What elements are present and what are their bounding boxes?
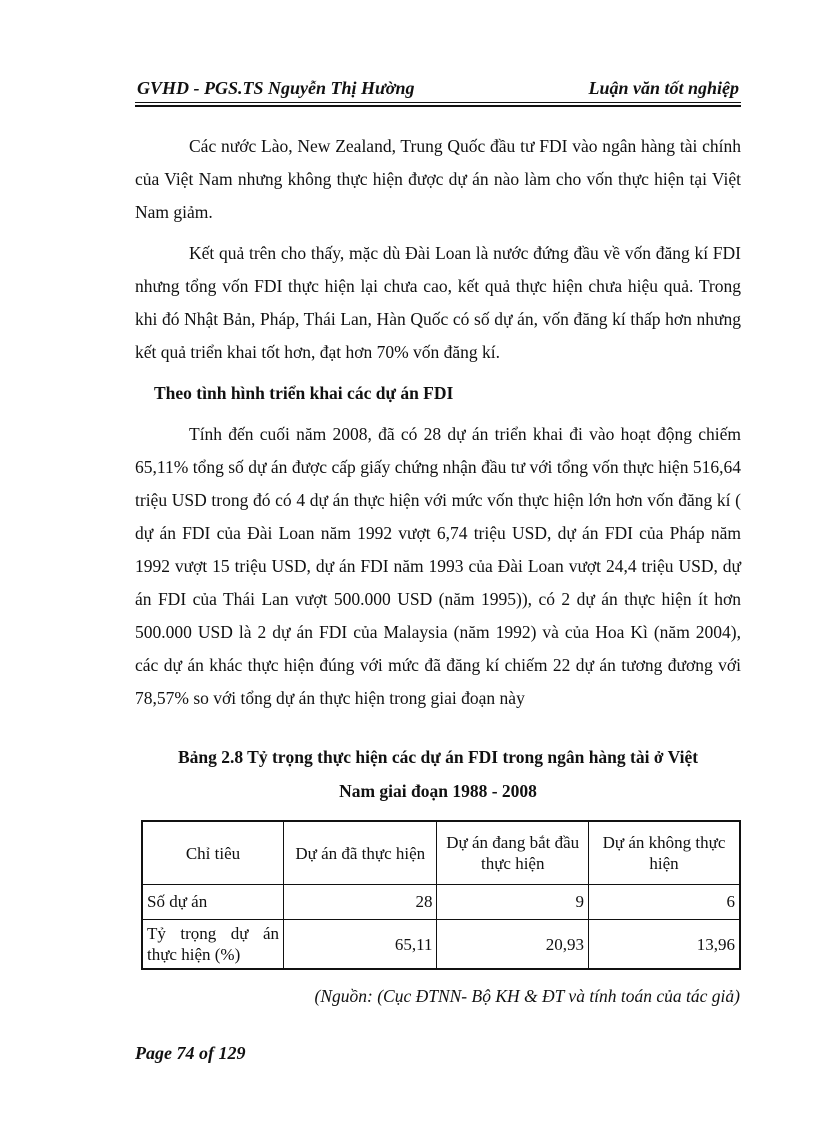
table-header-cell: Dự án đang bắt đầu thực hiện — [437, 821, 588, 885]
paragraph: Kết quả trên cho thấy, mặc dù Đài Loan là nước đứng đầu về vốn đăng kí FDI nhưng tổng vốn FDI thực hiện lại chưa cao, kết quả thực hiện chưa hiệu quả. Trong khi đó Nhật Bản, Pháp, Thái Lan, Hàn Quốc có số dự án, vốn đăng kí thấp hơn nhưng kết quả triển khai tốt hơn, đạt hơn 70% vốn đăng kí. — [135, 243, 741, 362]
data-table — [141, 820, 741, 970]
header-advisor: GVHD - PGS.TS Nguyễn Thị Hường — [137, 78, 415, 98]
table-source-note: (Nguồn: (Cục ĐTNN- Bộ KH & ĐT và tính toán của tác giả) — [314, 986, 740, 1006]
table-caption-line: Bảng 2.8 Tỷ trọng thực hiện các dự án FDI trong ngân hàng tài ở Việt — [177, 747, 699, 767]
header-doc-type: Luận văn tốt nghiệp — [588, 78, 739, 98]
table-header-cell: Dự án đã thực hiện — [284, 821, 437, 885]
paragraph: Tính đến cuối năm 2008, đã có 28 dự án triển khai đi vào hoạt động chiếm 65,11% tổng số dự án được cấp giấy chứng nhận đầu tư với tổng vốn thực hiện 516,64 triệu USD trong đó có 4 dự án thực hiện với mức vốn thực hiện lớn hơn vốn đăng kí ( dự án FDI của Đài Loan năm 1992 vượt 6,74 triệu USD, dự án FDI của Pháp năm 1992 vượt 15 triệu USD, dự án FDI năm 1993 của Đài Loan vượt 24,4 triệu USD, dự án FDI của Thái Lan vượt 500.000 USD (năm 1995)), có 2 dự án thực hiện ít hơn 500.000 USD là 2 dự án FDI của Malaysia (năm 1992) và của Hoa Kì (năm 2004), các dự án khác thực hiện đúng với mức đã đăng kí chiếm 22 dự án tương đương với 78,57% so với tổng dự án thực hiện trong giai đoạn này — [135, 424, 741, 708]
table-cell: 13,96 — [588, 920, 740, 970]
table-header-cell: Dự án không thực hiện — [588, 821, 740, 885]
paragraph: Các nước Lào, New Zealand, Trung Quốc đầu tư FDI vào ngân hàng tài chính của Việt Nam nhưng không thực hiện được dự án nào làm cho vốn thực hiện tại Việt Nam giảm. — [135, 136, 741, 222]
table-cell-label: Tỷ trọng dự án thực hiện (%) — [142, 920, 284, 970]
table-cell: 28 — [284, 885, 437, 920]
table-caption-line: Nam giai đoạn 1988 - 2008 — [339, 781, 537, 801]
table-header-row — [142, 821, 740, 885]
page-header — [135, 78, 741, 102]
header-rule-thick — [135, 105, 741, 107]
document-body — [135, 130, 741, 723]
page-footer: Page 74 of 129 — [135, 1043, 246, 1063]
table-cell: 20,93 — [437, 920, 588, 970]
table-cell: 6 — [588, 885, 740, 920]
table-header-cell: Chỉ tiêu — [142, 821, 284, 885]
table-row — [142, 885, 740, 920]
section-subheading: Theo tình hình triển khai các dự án FDI — [154, 383, 454, 403]
table-cell-label: Số dự án — [142, 885, 284, 920]
table-caption — [135, 740, 741, 808]
table-row — [142, 920, 740, 970]
header-rule — [135, 102, 741, 103]
table-cell: 65,11 — [284, 920, 437, 970]
table-cell: 9 — [437, 885, 588, 920]
